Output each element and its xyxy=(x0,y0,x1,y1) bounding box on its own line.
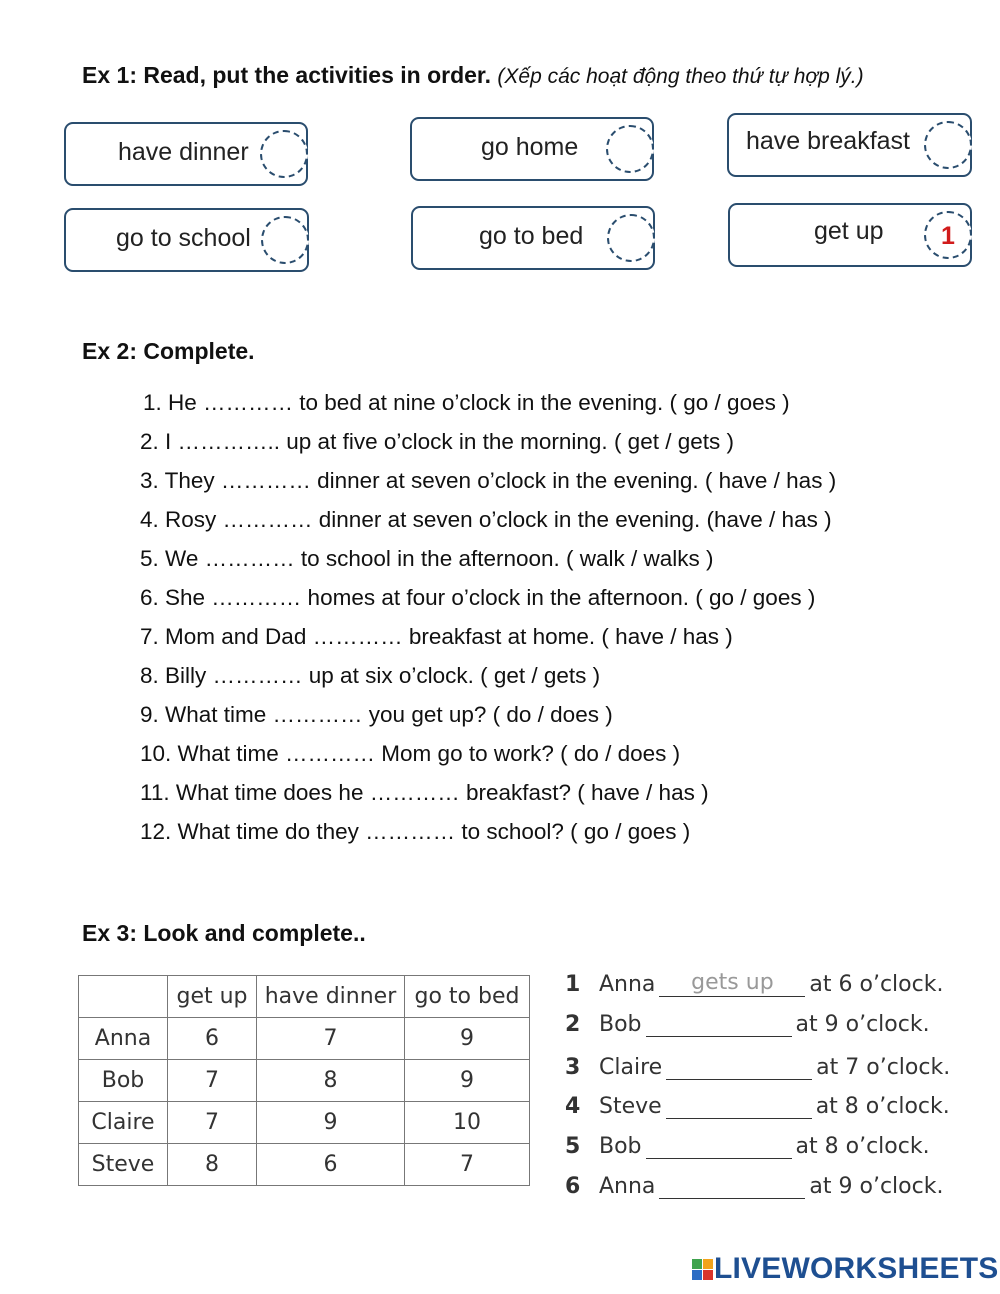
table-cell: 8 xyxy=(168,1144,257,1186)
table-row xyxy=(79,1144,530,1186)
ex1-hint: (Xếp các hoạt động theo thứ tự hợp lý.) xyxy=(497,65,864,88)
question-name: Bob xyxy=(599,1134,642,1159)
ex2-list xyxy=(140,388,836,856)
list-item: 11. What time does he ………… breakfast? ( have / has ) xyxy=(140,780,709,805)
answer-blank[interactable] xyxy=(666,1092,812,1119)
table-header: get up xyxy=(168,976,257,1018)
table-cell: 7 xyxy=(405,1144,530,1186)
question-number: 3 xyxy=(565,1055,581,1080)
ex3-question xyxy=(565,1092,950,1122)
activity-label: have breakfast xyxy=(746,127,910,155)
table-header: go to bed xyxy=(405,976,530,1018)
question-number: 2 xyxy=(565,1012,581,1037)
table-cell: Anna xyxy=(79,1018,168,1060)
question-name: Bob xyxy=(599,1012,642,1037)
ex3-question xyxy=(565,970,943,1000)
activity-card xyxy=(728,203,972,267)
question-tail: at 8 o’clock. xyxy=(815,1094,950,1119)
ex3-question xyxy=(565,1172,943,1202)
order-input[interactable]: 1 xyxy=(924,211,972,259)
question-name: Claire xyxy=(599,1055,663,1080)
question-tail: at 8 o’clock. xyxy=(795,1134,930,1159)
answer-blank[interactable] xyxy=(646,1010,792,1037)
question-name: Steve xyxy=(599,1094,662,1119)
list-item: 3. They ………… dinner at seven o’clock in the evening. ( have / has ) xyxy=(140,468,837,493)
table-cell: 10 xyxy=(405,1102,530,1144)
list-item: 4. Rosy ………… dinner at seven o’clock in the evening. (have / has ) xyxy=(140,507,832,532)
question-tail: at 7 o’clock. xyxy=(816,1055,951,1080)
table-cell: 7 xyxy=(257,1018,405,1060)
question-name: Anna xyxy=(599,972,656,997)
order-input[interactable] xyxy=(607,214,655,262)
table-cell: 8 xyxy=(257,1060,405,1102)
table-cell: Steve xyxy=(79,1144,168,1186)
table-cell: 9 xyxy=(405,1060,530,1102)
answer-blank[interactable] xyxy=(659,1172,805,1199)
question-number: 4 xyxy=(565,1094,581,1119)
ex3-question xyxy=(565,1053,950,1083)
activity-card xyxy=(411,206,655,270)
list-item: 12. What time do they ………… to school? ( go / goes ) xyxy=(140,819,691,844)
ex3-question xyxy=(565,1010,930,1040)
activity-card xyxy=(410,117,654,181)
ex1-title-text: Ex 1: Read, put the activities in order. xyxy=(82,62,492,88)
list-item: 1. He ………… to bed at nine o’clock in the evening. ( go / goes ) xyxy=(143,390,790,415)
list-item: 6. She ………… homes at four o’clock in the afternoon. ( go / goes ) xyxy=(140,585,816,610)
activity-card xyxy=(64,122,308,186)
question-tail: at 9 o’clock. xyxy=(795,1012,930,1037)
ex3-title: Ex 3: Look and complete.. xyxy=(82,920,366,946)
activity-label: have dinner xyxy=(118,138,249,166)
table-cell: 9 xyxy=(405,1018,530,1060)
question-number: 1 xyxy=(565,972,581,997)
activity-label: go home xyxy=(481,133,579,161)
list-item: 7. Mom and Dad ………… breakfast at home. ( have / has ) xyxy=(140,624,733,649)
question-number: 6 xyxy=(565,1174,581,1199)
liveworksheets-logo-icon xyxy=(692,1259,714,1281)
table-cell: 7 xyxy=(168,1102,257,1144)
question-tail: at 6 o’clock. xyxy=(809,972,944,997)
activity-label: go to bed xyxy=(479,222,584,250)
activity-label: go to school xyxy=(116,224,251,252)
table-cell xyxy=(79,976,168,1018)
activity-card xyxy=(64,208,309,272)
order-input[interactable] xyxy=(260,130,308,178)
question-number: 5 xyxy=(565,1134,581,1159)
table-cell: Claire xyxy=(79,1102,168,1144)
table-cell: 7 xyxy=(168,1060,257,1102)
table-cell: 6 xyxy=(168,1018,257,1060)
order-input[interactable] xyxy=(924,121,972,169)
answer-blank[interactable]: gets up xyxy=(659,970,805,997)
table-header-row xyxy=(79,976,530,1018)
table-cell: Bob xyxy=(79,1060,168,1102)
answer-blank[interactable] xyxy=(666,1053,812,1080)
list-item: 9. What time ………… you get up? ( do / does ) xyxy=(140,702,613,727)
list-item: 10. What time ………… Mom go to work? ( do / does ) xyxy=(140,741,681,766)
question-name: Anna xyxy=(599,1174,656,1199)
order-input[interactable] xyxy=(606,125,654,173)
brand-name: LIVEWORKSHEETS xyxy=(714,1252,999,1285)
table-row xyxy=(79,1018,530,1060)
answer-blank[interactable] xyxy=(646,1132,792,1159)
ex2-title: Ex 2: Complete. xyxy=(82,338,255,364)
question-tail: at 9 o’clock. xyxy=(809,1174,944,1199)
table-row xyxy=(79,1102,530,1144)
list-item: 5. We ………… to school in the afternoon. ( walk / walks ) xyxy=(140,546,714,571)
ex1-title xyxy=(82,62,864,89)
table-cell: 6 xyxy=(257,1144,405,1186)
table-header: have dinner xyxy=(257,976,405,1018)
list-item: 2. I ………….. up at five o’clock in the morning. ( get / gets ) xyxy=(140,429,734,454)
order-input[interactable] xyxy=(261,216,309,264)
activity-label: get up xyxy=(814,217,884,245)
schedule-table xyxy=(78,975,530,1186)
ex3-question xyxy=(565,1132,930,1162)
table-row xyxy=(79,1060,530,1102)
activity-card xyxy=(727,113,972,177)
list-item: 8. Billy ………… up at six o’clock. ( get / gets ) xyxy=(140,663,601,688)
table-cell: 9 xyxy=(257,1102,405,1144)
